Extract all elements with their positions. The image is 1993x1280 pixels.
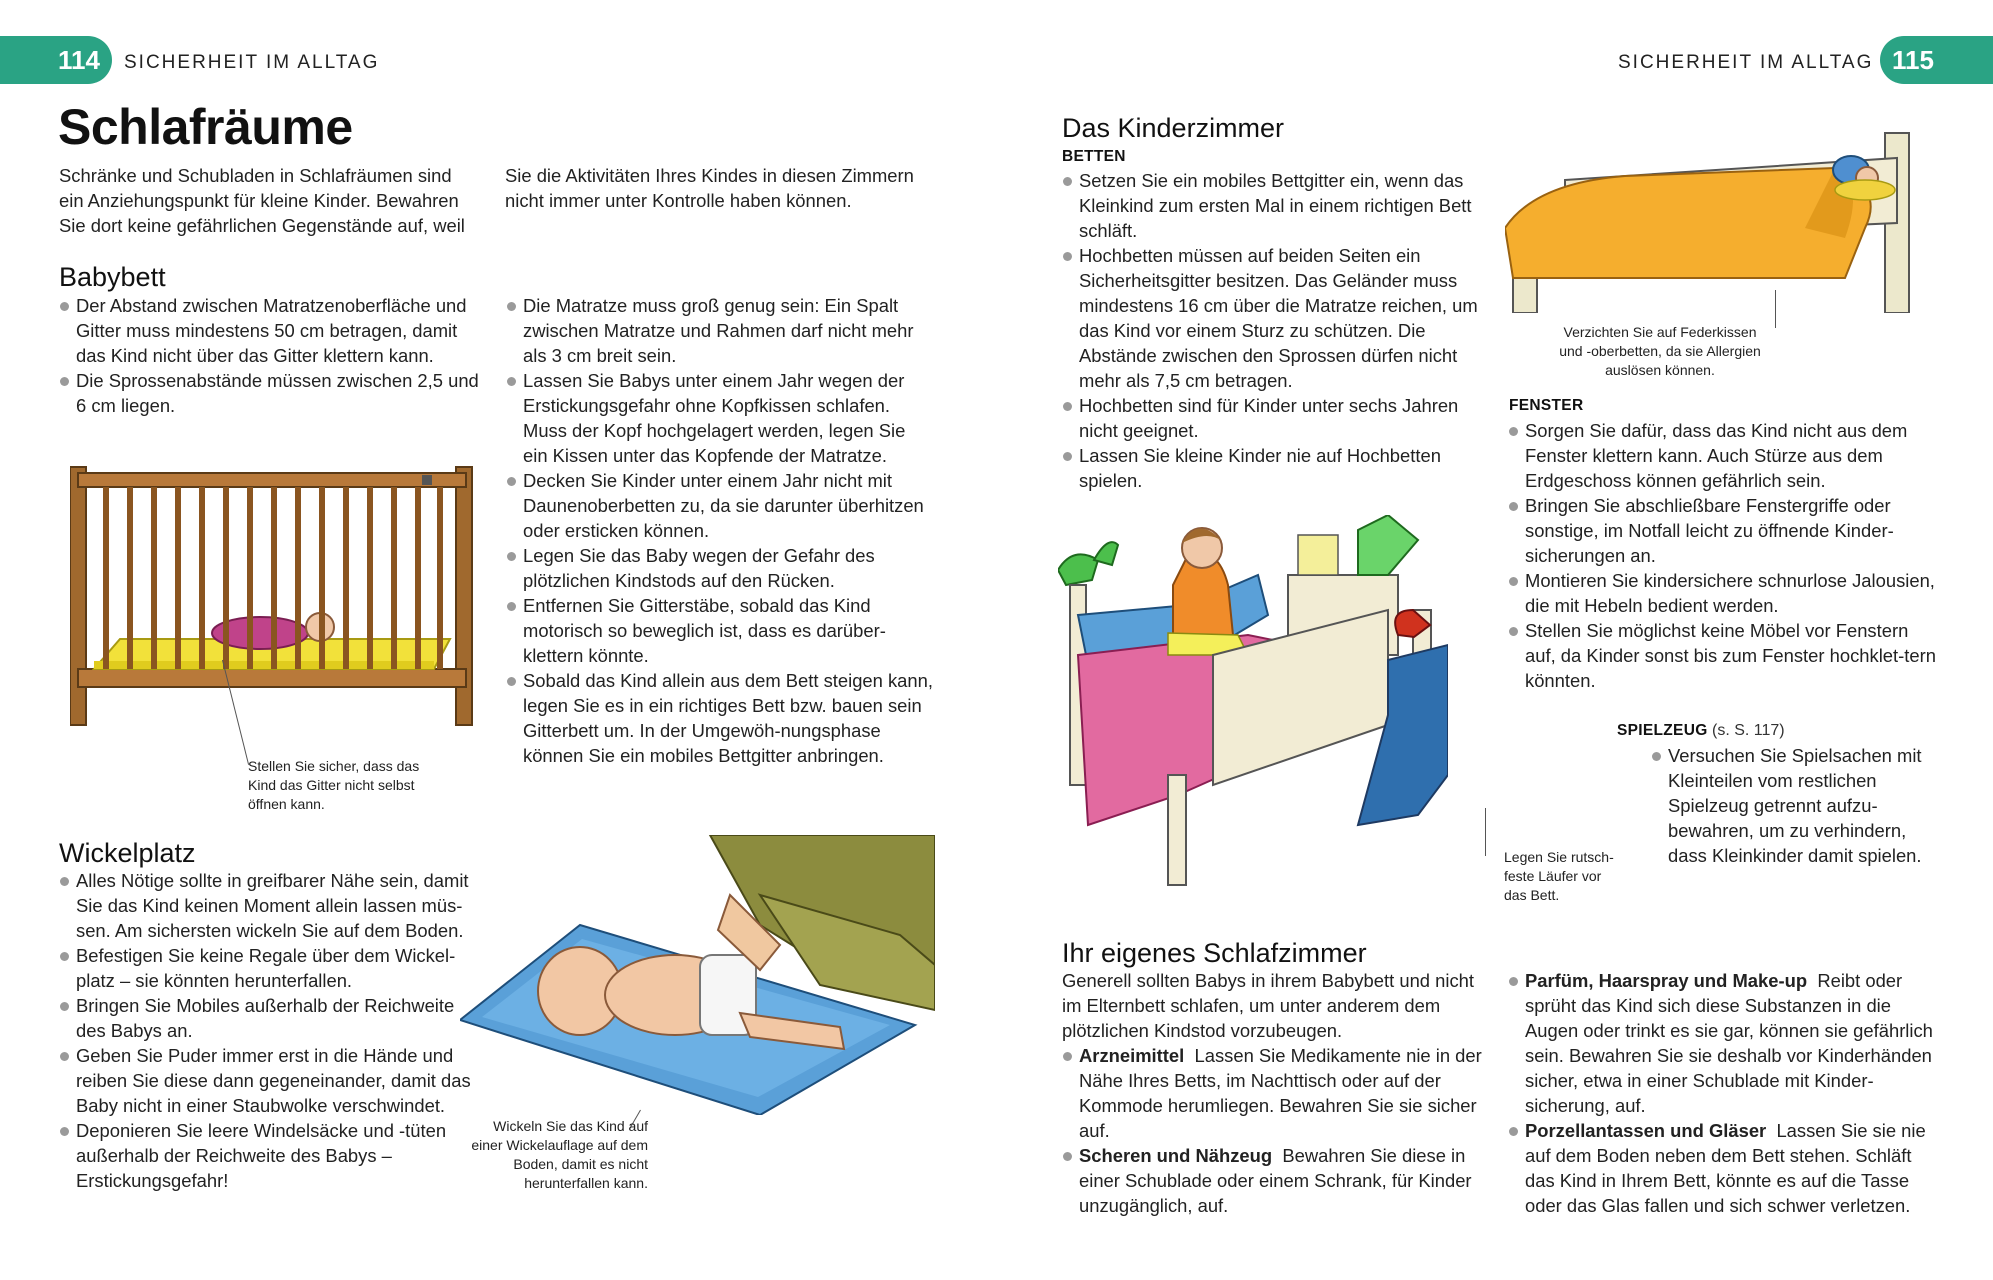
bed-caption: Verzichten Sie auf Federkissen und -oberbetten, da sie Allergien auslösen können.	[1559, 324, 1761, 378]
item-text: Lassen Sie sie nie auf dem Boden neben dem Bett stehen. Schläft das Kind in Ihrem Bett, könnte es auf die Tasse oder das Glas fallen und sich schwer verletzen.	[1525, 1120, 1926, 1216]
list-item: Bringen Sie abschließbare Fenstergriffe oder sonstige, im Notfall leicht zu öffnende Kinder-sicherungen an.	[1508, 493, 1938, 568]
item-text: Bewahren Sie diese in einer Schublade oder einem Schrank, für Kinder unzugänglich, auf.	[1079, 1145, 1472, 1216]
spielzeug-label: SPIELZEUG	[1617, 722, 1708, 739]
list-item	[1508, 968, 1938, 1118]
list-item: Der Abstand zwischen Matratzenoberfläche und Gitter muss mindestens 50 cm betragen, damit das Kind nicht über das Gitter klettern kann.	[59, 293, 479, 368]
intro-col1: Schränke und Schubladen in Schlafräumen sind ein Anziehungspunkt für kleine Kinder. Bewahren Sie dort keine gefährlichen Gegenstände auf, weil	[59, 165, 465, 236]
list-item: Setzen Sie ein mobiles Bettgitter ein, wenn das Kleinkind zum ersten Mal in einem richtigen Bett schläft.	[1062, 168, 1492, 243]
list-item: Deponieren Sie leere Windelsäcke und -tüten außerhalb der Reichweite des Babys – Erstickungsgefahr!	[59, 1118, 474, 1193]
kinderzimmer-heading: Das Kinderzimmer	[1062, 113, 1285, 143]
item-label: Porzellantassen und Gläser	[1525, 1120, 1767, 1141]
babybett-list-col2	[506, 293, 934, 768]
list-item: Die Sprossenabstände müssen zwischen 2,5 und 6 cm liegen.	[59, 368, 479, 418]
changing-illustration	[460, 835, 935, 1115]
list-item: Geben Sie Puder immer erst in die Hände und reiben Sie diese dann gegeneinander, damit das Baby nicht in einer Staubwolke verschwindet.	[59, 1043, 474, 1118]
rug-caption: Legen Sie rutsch-feste Läufer vor das Bett.	[1504, 849, 1614, 903]
list-item: Stellen Sie möglichst keine Möbel vor Fenstern auf, da Kinder sonst bis zum Fenster hochklet-tern könnten.	[1508, 618, 1938, 693]
list-item: Lassen Sie Babys unter einem Jahr wegen der Erstickungsgefahr ohne Kopfkissen schlafen. Muss der Kopf hochgelagert werden, legen Sie ein Kissen unter das Kopfende der Matratze.	[506, 368, 934, 468]
spielzeug-ref: (s. S. 117)	[1712, 722, 1785, 739]
page-number-left: 114	[58, 45, 100, 75]
running-head-right: SICHERHEIT IM ALLTAG	[1618, 52, 1874, 73]
page-title: Schlafräume	[58, 99, 353, 155]
list-item	[1062, 1043, 1492, 1143]
list-item: Versuchen Sie Spielsachen mit Kleinteilen vom restlichen Spielzeug getrennt aufzu-bewahren, um zu verhindern, dass Kleinkinder damit spielen.	[1651, 743, 1941, 868]
list-item: Bringen Sie Mobiles außerhalb der Reichweite des Babys an.	[59, 993, 474, 1043]
list-item: Sorgen Sie dafür, dass das Kind nicht aus dem Fenster klettern kann. Auch Stürze aus dem Erdgeschoss können gefährlich sein.	[1508, 418, 1938, 493]
page-number-right: 115	[1892, 45, 1934, 75]
list-item	[1508, 1118, 1938, 1218]
babybett-list-col1	[59, 293, 479, 418]
item-text: Reibt oder sprüht das Kind sich diese Substanzen in die Augen oder trinkt es sie gar, können sie gefährlich sein. Bewahren Sie sie deshalb vor Kinderhänden sicher, etwa in einer Schublade mit Kinder-sicherung, auf.	[1525, 970, 1933, 1116]
babybett-heading: Babybett	[59, 262, 166, 292]
spielzeug-heading	[1617, 722, 1785, 740]
intro-col2: Sie die Aktivitäten Ihres Kindes in diesen Zimmern nicht immer unter Kontrolle haben können.	[505, 165, 914, 211]
list-item: Alles Nötige sollte in greifbarer Nähe sein, damit Sie das Kind keinen Moment allein lassen müs-sen. Am sichersten wickeln Sie auf dem Boden.	[59, 868, 474, 943]
list-item: Decken Sie Kinder unter einem Jahr nicht mit Daunenoberbetten zu, da sie darunter überhitzen oder ersticken können.	[506, 468, 934, 543]
wickelplatz-list	[59, 868, 474, 1193]
list-item: Entfernen Sie Gitterstäbe, sobald das Kind motorisch so beweglich ist, dass es darüber-klettern könnte.	[506, 593, 934, 668]
schlafzimmer-intro: Generell sollten Babys in ihrem Babybett und nicht im Elternbett schlafen, um unter anderem dem plötzlichen Kindstod vorzubeugen.	[1062, 970, 1474, 1041]
crib-caption: Stellen Sie sicher, dass das Kind das Gitter nicht selbst öffnen kann.	[248, 758, 420, 812]
changing-caption: Wickeln Sie das Kind auf einer Wickelauflage auf dem Boden, damit es nicht herunterfallen kann.	[471, 1118, 648, 1191]
list-item: Montieren Sie kindersichere schnurlose Jalousien, die mit Hebeln bedient werden.	[1508, 568, 1938, 618]
spielzeug-list	[1651, 743, 1941, 868]
page-number-tab-left	[0, 36, 112, 84]
list-item: Sobald das Kind allein aus dem Bett steigen kann, legen Sie es in ein richtiges Bett bzw. bauen sein Gitterbett um. In der Umgewöh-nungsphase können Sie ein mobiles Bettgitter anbringen.	[506, 668, 934, 768]
item-label: Scheren und Nähzeug	[1079, 1145, 1273, 1166]
list-item: Hochbetten müssen auf beiden Seiten ein Sicherheitsgitter besitzen. Das Geländer muss mindestens 16 cm über die Matratze reichen, um das Kind vor einem Sturz zu schützen. Die Abstände zwischen den Sprossen dürfen nicht mehr als 7,5 cm betragen.	[1062, 243, 1492, 393]
list-item: Legen Sie das Baby wegen der Gefahr des plötzlichen Kindstods auf den Rücken.	[506, 543, 934, 593]
list-item: Lassen Sie kleine Kinder nie auf Hochbetten spielen.	[1062, 443, 1492, 493]
running-head-left: SICHERHEIT IM ALLTAG	[124, 52, 380, 73]
fenster-label: FENSTER	[1509, 397, 1584, 414]
page-number-tab-right	[1880, 36, 1993, 84]
item-text: Lassen Sie Medikamente nie in der Nähe Ihres Betts, im Nachttisch oder auf der Kommode herumliegen. Bewahren Sie sie sicher auf.	[1079, 1045, 1482, 1141]
wickelplatz-heading: Wickelplatz	[59, 838, 196, 868]
schlafzimmer-heading: Ihr eigenes Schlafzimmer	[1062, 938, 1367, 968]
toddler-bed-illustration	[1505, 128, 1935, 313]
item-label: Parfüm, Haarspray und Make-up	[1525, 970, 1808, 991]
schlafzimmer-list-col2	[1508, 968, 1938, 1218]
item-label: Arzneimittel	[1079, 1045, 1185, 1066]
schlafzimmer-list-col1	[1062, 1043, 1492, 1218]
betten-list	[1062, 168, 1492, 493]
fenster-list	[1508, 418, 1938, 693]
crib-illustration	[70, 455, 480, 735]
betten-label: BETTEN	[1062, 148, 1126, 165]
list-item	[1062, 1143, 1492, 1218]
list-item: Befestigen Sie keine Regale über dem Wickel-platz – sie könnten herunterfallen.	[59, 943, 474, 993]
list-item: Die Matratze muss groß genug sein: Ein Spalt zwischen Matratze und Rahmen darf nicht mehr als 3 cm breit sein.	[506, 293, 934, 368]
list-item: Hochbetten sind für Kinder unter sechs Jahren nicht geeignet.	[1062, 393, 1492, 443]
child-bed-illustration	[1058, 515, 1448, 900]
